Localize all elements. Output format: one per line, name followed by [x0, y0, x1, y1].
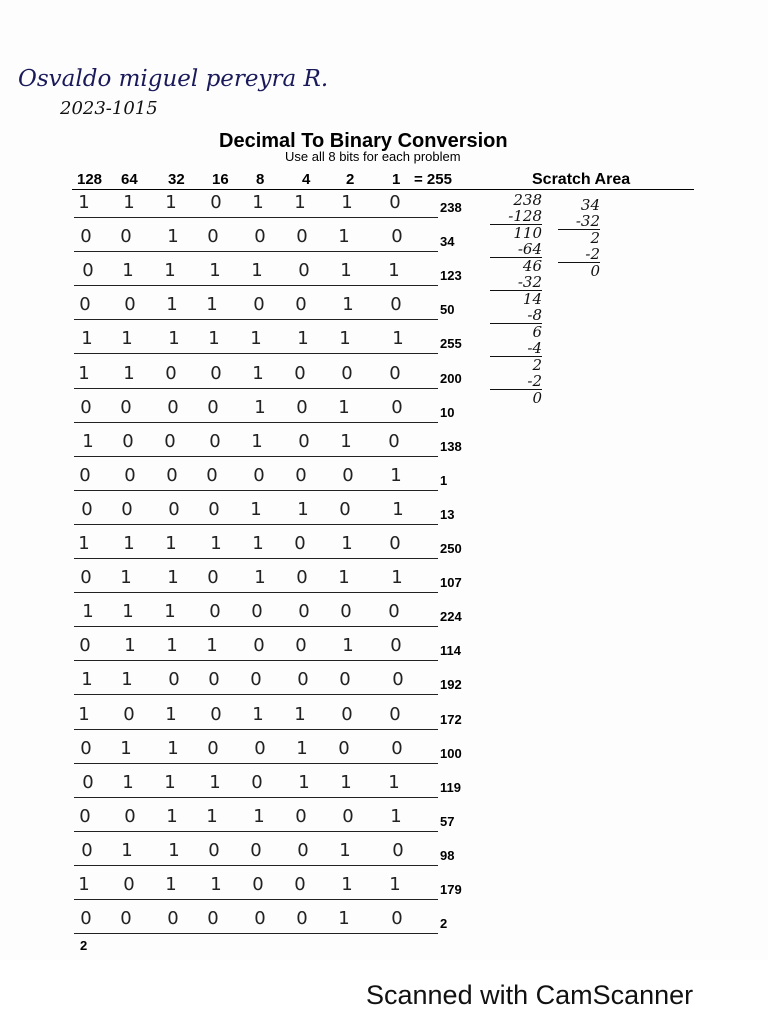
bit-answer: 0 [120, 396, 132, 418]
bit-answer: 1 [165, 874, 177, 895]
scratch-line: 0 [532, 389, 542, 407]
bit-answer: 1 [166, 294, 178, 316]
answer-line [74, 899, 438, 900]
scratch-line: 46 [522, 257, 542, 275]
bit-answer: 1 [339, 839, 351, 861]
bit-answer: 1 [338, 396, 350, 418]
bit-answer: 1 [254, 396, 266, 418]
bit-answer: 0 [390, 294, 402, 316]
answer-line [74, 865, 438, 866]
bit-answer: 0 [388, 601, 400, 623]
decimal-value: 250 [440, 541, 462, 556]
bit-answer: 0 [250, 669, 262, 691]
scratch-line: 110 [513, 224, 542, 242]
bit-answer: 1 [206, 635, 218, 657]
bit-answer: 0 [207, 396, 219, 418]
bit-answer: 1 [251, 430, 263, 452]
bit-answer: 1 [167, 737, 179, 759]
bit-answer: 0 [206, 464, 218, 486]
bit-answer: 0 [79, 294, 91, 316]
scratch-line: 238 [513, 191, 542, 209]
place-value-4: 4 [302, 171, 311, 188]
scratch-line: 2 [532, 356, 542, 374]
bit-answer: 1 [250, 328, 262, 350]
problem-row [0, 190, 768, 224]
bit-answer: 0 [339, 498, 351, 520]
decimal-value: 50 [440, 302, 455, 318]
bit-answer: 0 [251, 601, 263, 623]
place-value-32: 32 [168, 171, 185, 188]
bit-answer: 0 [122, 430, 134, 452]
bit-answer: 0 [391, 737, 403, 759]
bit-answer: 1 [164, 771, 176, 793]
bit-answer: 0 [120, 908, 132, 930]
bit-answer: 1 [123, 533, 135, 554]
answer-line [74, 831, 438, 832]
bit-answer: 0 [79, 805, 91, 827]
bit-answer: 0 [168, 669, 180, 691]
scratch-line: -32 [490, 274, 542, 291]
answer-line [74, 694, 438, 695]
answer-line [74, 456, 438, 457]
bit-answer: 0 [389, 533, 401, 554]
bit-answer: 0 [298, 260, 310, 282]
bit-answer: 0 [298, 430, 310, 452]
bit-answer: 1 [298, 771, 310, 793]
bit-answer: 1 [122, 771, 134, 793]
bit-answer: 0 [207, 226, 219, 248]
scratch-line: -64 [490, 241, 542, 258]
scratch-line: -128 [490, 208, 542, 225]
bit-answer: 1 [388, 260, 400, 282]
decimal-value: 13 [440, 506, 455, 522]
bit-answer: 1 [167, 567, 179, 589]
bit-answer: 1 [341, 874, 353, 895]
bit-answer: 0 [124, 464, 136, 486]
bit-answer: 1 [123, 192, 135, 213]
bit-answer: 0 [390, 635, 402, 657]
bit-answer: 1 [78, 703, 90, 725]
bit-answer: 0 [79, 464, 91, 486]
bit-answer: 1 [296, 737, 308, 759]
bit-answer: 1 [252, 192, 264, 213]
bit-answer: 1 [166, 635, 178, 657]
scratch-line: 0 [590, 262, 600, 280]
decimal-value: 224 [440, 609, 462, 625]
bit-answer: 1 [388, 771, 400, 793]
bit-answer: 1 [210, 874, 222, 895]
scanner-watermark: Scanned with CamScanner [366, 980, 694, 1010]
answer-line [74, 626, 438, 627]
decimal-value: 238 [440, 200, 462, 215]
bit-answer: 0 [82, 771, 94, 793]
bit-answer: 1 [121, 328, 133, 350]
problem-row [0, 292, 768, 326]
bit-answer: 0 [207, 908, 219, 930]
bit-answer: 0 [391, 908, 403, 930]
bit-answer: 0 [296, 567, 308, 589]
problem-row [0, 804, 768, 838]
bit-answer: 1 [342, 635, 354, 657]
bit-answer: 0 [124, 805, 136, 827]
decimal-value: 255 [440, 336, 462, 352]
decimal-value: 10 [440, 404, 455, 420]
bit-answer: 0 [295, 294, 307, 316]
bit-answer: 0 [389, 362, 401, 384]
bit-answer: 0 [392, 669, 404, 691]
problem-row [0, 838, 768, 872]
scratch-line: -8 [490, 307, 542, 324]
bit-answer: 0 [294, 533, 306, 554]
bit-answer: 1 [78, 362, 90, 384]
scratch-area-title: Scratch Area [532, 171, 631, 188]
bit-answer: 1 [340, 771, 352, 793]
scratch-line: 2 [590, 229, 600, 247]
bit-answer: 0 [210, 362, 222, 384]
bit-answer: 0 [208, 669, 220, 691]
bit-answer: 1 [122, 601, 134, 623]
worksheet-subtitle: Use all 8 bits for each problem [285, 149, 461, 164]
bit-answer: 1 [338, 226, 350, 248]
bit-answer: 0 [210, 703, 222, 725]
bit-answer: 1 [340, 430, 352, 452]
bit-answer: 1 [206, 805, 218, 827]
bit-answer: 0 [82, 260, 94, 282]
bit-answer: 1 [389, 874, 401, 895]
student-name: Osvaldo miguel pereyra R. [18, 66, 329, 92]
bit-answer: 1 [165, 703, 177, 725]
bit-answer: 0 [297, 839, 309, 861]
bit-answer: 1 [250, 498, 262, 520]
bit-answer: 1 [120, 567, 132, 589]
answer-line [74, 319, 438, 320]
decimal-value: 57 [440, 813, 455, 829]
bit-answer: 0 [123, 874, 135, 895]
bit-answer: 1 [82, 430, 94, 452]
bit-answer: 0 [341, 362, 353, 384]
bit-answer: 1 [251, 260, 263, 282]
bit-answer: 1 [209, 260, 221, 282]
decimal-value: 179 [440, 882, 462, 897]
bit-answer: 1 [168, 839, 180, 861]
bit-answer: 1 [253, 805, 265, 827]
answer-line [74, 217, 438, 218]
bit-answer: 1 [78, 874, 90, 895]
decimal-value: 172 [440, 711, 462, 727]
bit-answer: 0 [164, 430, 176, 452]
problem-row [0, 872, 768, 906]
scratch-line: -2 [490, 373, 542, 390]
bit-answer: 0 [80, 567, 92, 589]
place-value-2: 2 [346, 171, 355, 188]
decimal-value: 114 [440, 643, 461, 659]
bit-answer: 1 [338, 908, 350, 930]
bit-answer: 1 [78, 533, 90, 554]
bit-answer: 1 [121, 839, 133, 861]
bit-answer: 0 [298, 601, 310, 623]
bit-answer: 0 [295, 464, 307, 486]
place-value-128: 128 [77, 171, 103, 188]
bit-answer: 1 [252, 362, 264, 384]
problem-row [0, 323, 768, 360]
bit-answer: 1 [81, 328, 93, 350]
scratch-line: 14 [522, 290, 542, 308]
decimal-value: 123 [440, 268, 462, 284]
bit-answer: 1 [168, 328, 180, 350]
bit-answer: 0 [251, 771, 263, 793]
problem-row [0, 633, 768, 667]
answer-line [74, 660, 438, 661]
bit-answer: 1 [124, 635, 136, 657]
bit-answer: 1 [78, 192, 90, 213]
bit-answer: 1 [294, 703, 306, 725]
bit-answer: 1 [120, 737, 132, 759]
bit-answer: 0 [80, 908, 92, 930]
answer-line [74, 797, 438, 798]
bit-answer: 0 [124, 294, 136, 316]
bit-answer: 1 [82, 601, 94, 623]
scratch-line: -4 [490, 340, 542, 357]
answer-line [74, 763, 438, 764]
bit-answer: 1 [392, 328, 404, 350]
bit-answer: 1 [252, 703, 264, 725]
problem-row [0, 224, 768, 258]
bit-answer: 0 [253, 464, 265, 486]
problem-row [0, 667, 768, 701]
bit-answer: 0 [120, 226, 132, 248]
problem-row [0, 497, 768, 531]
bit-answer: 1 [297, 498, 309, 520]
bit-answer: 1 [165, 192, 177, 213]
bit-answer: 0 [80, 396, 92, 418]
bit-answer: 0 [252, 874, 264, 895]
problem-row [0, 531, 768, 565]
bit-answer: 0 [80, 737, 92, 759]
bit-answer: 1 [390, 805, 402, 827]
bit-answer: 0 [253, 294, 265, 316]
bit-answer: 1 [254, 567, 266, 589]
bit-answer: 0 [121, 498, 133, 520]
answer-line [74, 558, 438, 559]
bit-answer: 1 [208, 328, 220, 350]
bit-answer: 0 [209, 601, 221, 623]
bit-answer: 0 [295, 635, 307, 657]
decimal-value: 1 [440, 472, 448, 488]
bit-answer: 1 [252, 533, 264, 554]
answer-line [74, 251, 438, 252]
bit-answer: 0 [297, 669, 309, 691]
problem-row [0, 565, 768, 599]
bit-answer: 0 [167, 396, 179, 418]
bit-answer: 1 [165, 533, 177, 554]
decimal-value: 200 [440, 370, 462, 386]
bit-answer: 0 [339, 669, 351, 691]
problem-row [0, 258, 768, 292]
place-value-8: 8 [256, 171, 265, 188]
bit-answer: 1 [341, 192, 353, 213]
bit-answer: 1 [339, 328, 351, 350]
bit-answer: 1 [164, 601, 176, 623]
bit-answer: 0 [294, 362, 306, 384]
bit-answer: 0 [250, 839, 262, 861]
bit-answer: 1 [209, 771, 221, 793]
bit-answer: 0 [208, 839, 220, 861]
bit-answer: 0 [342, 805, 354, 827]
bit-answer: 0 [253, 635, 265, 657]
decimal-value: 100 [440, 745, 462, 761]
place-value-16: 16 [212, 171, 229, 188]
decimal-value: 119 [440, 779, 461, 795]
decimal-value: 192 [440, 677, 462, 693]
bit-answer: 1 [164, 260, 176, 282]
answer-line [74, 353, 438, 354]
bit-answer: 1 [166, 805, 178, 827]
bit-answer: 0 [340, 601, 352, 623]
answer-line [74, 490, 438, 491]
bit-answer: 0 [167, 908, 179, 930]
problem-row [0, 463, 768, 497]
answer-line [74, 592, 438, 593]
bit-answer: 0 [296, 226, 308, 248]
bit-answer: 1 [210, 533, 222, 554]
answer-line [74, 422, 438, 423]
answer-line [74, 933, 438, 934]
bit-answer: 0 [165, 362, 177, 384]
bit-answer: 1 [338, 567, 350, 589]
bit-answer: 0 [254, 908, 266, 930]
bit-answer: 0 [341, 703, 353, 725]
scratch-line: -2 [558, 246, 600, 263]
bit-answer: 0 [254, 226, 266, 248]
problem-row [0, 906, 768, 940]
bit-answer: 0 [80, 226, 92, 248]
bit-answer: 0 [207, 567, 219, 589]
student-id: 2023-1015 [60, 98, 158, 119]
scratch-work-34 [558, 197, 600, 279]
decimal-value: 138 [440, 438, 462, 454]
bit-answer: 0 [389, 703, 401, 725]
scratch-line: -32 [558, 213, 600, 230]
scratch-line: 34 [580, 196, 600, 214]
bit-answer: 0 [79, 635, 91, 657]
decimal-value: 2 [440, 916, 448, 932]
decimal-value: 98 [440, 847, 455, 863]
answer-line [74, 524, 438, 525]
bit-answer: 1 [206, 294, 218, 316]
bit-answer: 1 [122, 260, 134, 282]
bit-answer: 1 [294, 192, 306, 213]
answer-line [74, 729, 438, 730]
bit-answer: 0 [391, 396, 403, 418]
bit-answer: 0 [166, 464, 178, 486]
bit-answer: 0 [208, 498, 220, 520]
bit-answer: 0 [294, 874, 306, 895]
bit-answer: 0 [295, 805, 307, 827]
place-value-64: 64 [121, 171, 138, 188]
bit-answer: 1 [340, 260, 352, 282]
scratch-work-238 [490, 192, 542, 406]
bit-answer: 1 [390, 464, 402, 486]
bit-answer: 0 [207, 737, 219, 759]
place-value-1: 1 [392, 171, 401, 188]
bit-answer: 0 [209, 430, 221, 452]
bit-answer: 0 [254, 737, 266, 759]
decimal-value: 34 [440, 234, 455, 250]
bit-answer: 0 [210, 192, 222, 213]
bit-answer: 1 [341, 533, 353, 554]
problem-row [0, 702, 768, 736]
bit-answer: 0 [123, 703, 135, 725]
worksheet-title: Decimal To Binary Conversion [219, 130, 508, 152]
decimal-value: 107 [440, 575, 462, 591]
bit-answer: 0 [342, 464, 354, 486]
answer-line [74, 285, 438, 286]
bit-answer: 0 [296, 396, 308, 418]
bit-answer: 0 [388, 430, 400, 452]
bit-answer: 1 [297, 328, 309, 350]
bit-answer: 1 [392, 498, 404, 520]
bit-answer: 0 [81, 498, 93, 520]
bit-answer: 1 [342, 294, 354, 316]
bit-answer: 0 [168, 498, 180, 520]
bit-answer: 0 [391, 226, 403, 248]
bit-answer: 1 [123, 362, 135, 384]
page-number: 2 [80, 938, 88, 953]
equals-total: = 255 [414, 171, 452, 188]
bit-answer: 1 [391, 567, 403, 589]
bit-answer: 1 [167, 226, 179, 248]
scratch-line: 6 [532, 323, 542, 341]
bit-answer: 0 [392, 839, 404, 861]
answer-line [74, 388, 438, 389]
problem-row [0, 736, 768, 770]
problem-row [0, 361, 768, 395]
bit-answer: 0 [296, 908, 308, 930]
problem-row [0, 599, 768, 633]
problem-row [0, 770, 768, 804]
bit-answer: 0 [389, 192, 401, 213]
problem-row [0, 429, 768, 463]
bit-answer: 1 [81, 669, 93, 691]
bit-answer: 0 [81, 839, 93, 861]
bit-answer: 1 [121, 669, 133, 691]
bit-answer: 0 [338, 737, 350, 759]
problem-row [0, 395, 768, 429]
